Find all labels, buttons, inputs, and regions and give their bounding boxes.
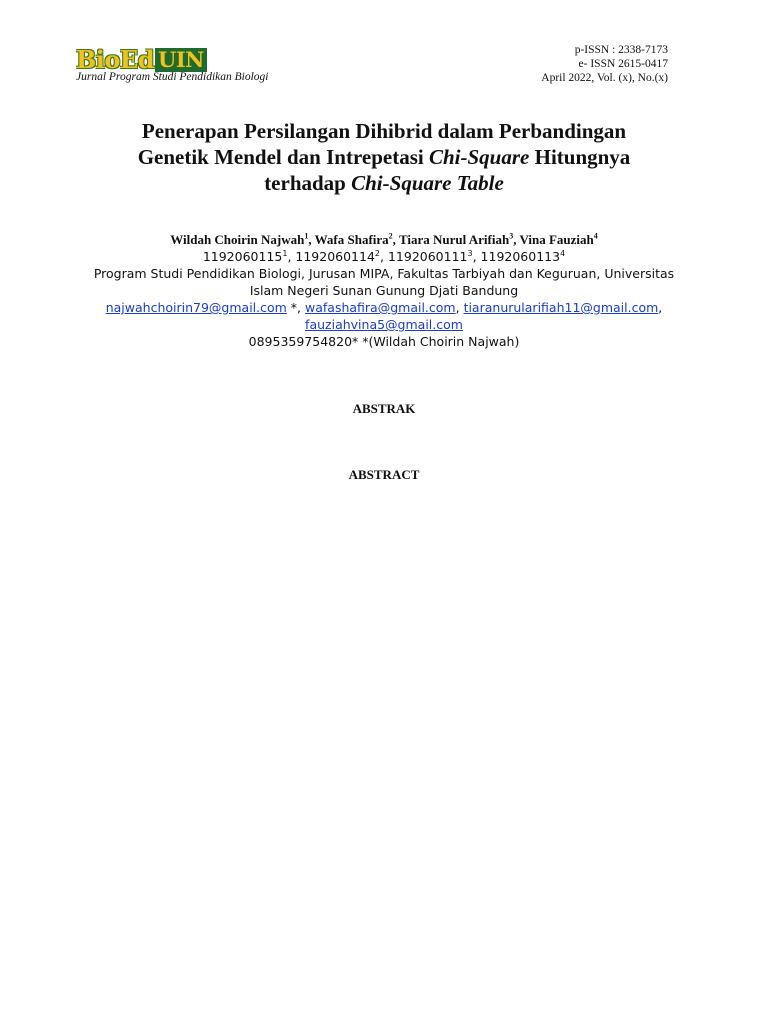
issue-info: April 2022, Vol. (x), No.(x) xyxy=(541,72,668,84)
issn-block xyxy=(468,43,668,85)
title-line-3: terhadap Chi-Square Table xyxy=(264,171,504,195)
affiliation-line-2: Islam Negeri Sunan Gunung Djati Bandung xyxy=(249,283,519,298)
journal-name: Jurnal Program Studi Pendidikan Biologi xyxy=(76,71,269,83)
email-link[interactable]: wafashafira@gmail.com xyxy=(305,300,456,315)
email-link[interactable]: najwahchoirin79@gmail.com xyxy=(105,300,287,315)
paper-title xyxy=(60,118,708,196)
author-name: Wafa Shafira xyxy=(314,232,389,247)
author-block xyxy=(40,231,728,350)
bioeduin-logo: BioEd UIN xyxy=(76,45,207,73)
author-names: Wildah Choirin Najwah$^1$, Wafa Shafira$^2$, Tiara Nurul Arifiah$^3$, Vina Fauziah$^4$ xyxy=(170,231,598,247)
e-issn: e- ISSN 2615-0417 xyxy=(578,58,668,70)
abstract-heading: ABSTRACT xyxy=(348,467,420,482)
title-line-2: Genetik Mendel dan Intrepetasi Chi-Square Hitungnya xyxy=(137,145,631,169)
title-line-1: Penerapan Persilangan Dihibrid dalam Perbandingan xyxy=(141,119,627,143)
author-name: Vina Fauziah xyxy=(519,232,594,247)
student-ids: 1192060115$^1$, 1192060114$^2$, 1192060111$^3$, 1192060113$^4$ xyxy=(202,248,566,264)
email-link[interactable]: tiaranurularifiah11@gmail.com xyxy=(463,300,659,315)
p-issn: p-ISSN : 2338-7173 xyxy=(574,44,668,56)
email-link[interactable]: fauziahvina5@gmail.com xyxy=(305,317,463,332)
affiliation-line-1: Program Studi Pendidikan Biologi, Jurusan MIPA, Fakultas Tarbiyah dan Keguruan, Universitas xyxy=(93,266,675,281)
abstrak-heading: ABSTRAK xyxy=(352,401,416,416)
author-name: Wildah Choirin Najwah xyxy=(170,232,305,247)
email-line-1: najwahchoirin79@gmail.com *, wafashafira@gmail.com, tiaranurularifiah11@gmail.com, xyxy=(105,300,663,315)
phone-contact: 0895359754820* *(Wildah Choirin Najwah) xyxy=(248,334,520,349)
email-line-2 xyxy=(40,316,728,333)
author-name: Tiara Nurul Arifiah xyxy=(398,232,510,247)
